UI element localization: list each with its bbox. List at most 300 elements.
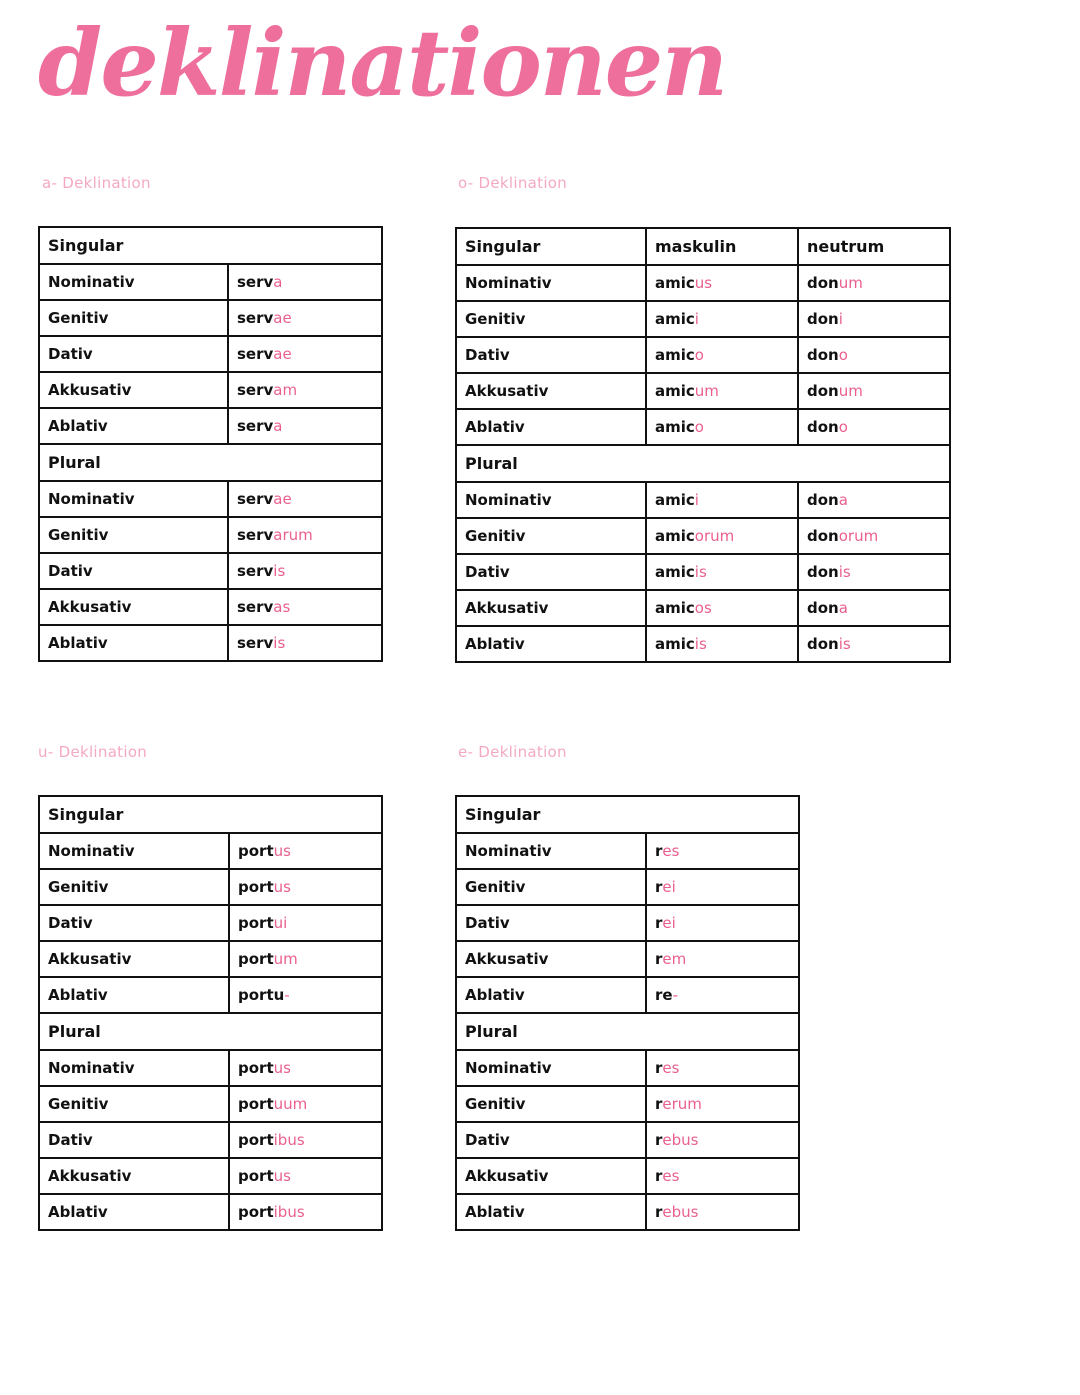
form-cell xyxy=(228,300,382,336)
masculine-header-label: maskulin xyxy=(655,237,737,256)
table-row xyxy=(456,373,950,409)
case-name: Akkusativ xyxy=(465,950,549,968)
word-ending: ibus xyxy=(273,1203,305,1221)
table-row xyxy=(456,590,950,626)
form-cell xyxy=(229,1086,382,1122)
table-row xyxy=(39,481,382,517)
case-name: Dativ xyxy=(465,563,510,581)
case-name: Nominativ xyxy=(48,273,135,291)
word-ending: arum xyxy=(273,526,313,544)
case-cell xyxy=(39,408,228,444)
case-name: Genitiv xyxy=(465,878,526,896)
word-stem: serv xyxy=(237,634,274,652)
case-name: Dativ xyxy=(465,346,510,364)
word-stem: r xyxy=(655,1131,663,1149)
word-ending: a xyxy=(838,599,848,617)
case-name: Genitiv xyxy=(48,878,109,896)
u-declension-table xyxy=(38,795,383,1231)
form-cell xyxy=(646,941,799,977)
word-stem: serv xyxy=(237,309,274,327)
case-cell xyxy=(39,372,228,408)
form-cell xyxy=(646,1050,799,1086)
case-name: Nominativ xyxy=(48,1059,135,1077)
singular-header-cell xyxy=(39,796,382,833)
table-row xyxy=(456,977,799,1013)
case-cell xyxy=(456,337,646,373)
case-name: Ablativ xyxy=(48,634,108,652)
word-stem: don xyxy=(807,563,839,581)
word-stem: serv xyxy=(237,526,274,544)
case-cell xyxy=(456,833,646,869)
table-row xyxy=(39,1158,382,1194)
case-name: Akkusativ xyxy=(465,599,549,617)
case-cell xyxy=(456,373,646,409)
singular-header-label: Singular xyxy=(48,805,124,824)
singular-header-cell xyxy=(456,228,646,265)
e-declension-table xyxy=(455,795,800,1231)
word-ending: os xyxy=(694,599,712,617)
neuter-header-cell xyxy=(798,228,950,265)
word-ending: o xyxy=(694,418,704,436)
table-row xyxy=(39,905,382,941)
word-stem: serv xyxy=(237,598,274,616)
case-cell xyxy=(456,1194,646,1230)
table-row xyxy=(39,869,382,905)
case-cell xyxy=(456,482,646,518)
word-stem: serv xyxy=(237,345,274,363)
table-row xyxy=(39,1122,382,1158)
plural-header xyxy=(39,444,382,481)
word-ending: a xyxy=(838,491,848,509)
masculine-form-cell xyxy=(646,482,798,518)
case-cell xyxy=(39,977,229,1013)
singular-header xyxy=(39,227,382,264)
case-name: Nominativ xyxy=(48,842,135,860)
neuter-form-cell xyxy=(798,373,950,409)
form-cell xyxy=(228,625,382,661)
word-stem: r xyxy=(655,1095,663,1113)
case-cell xyxy=(456,1086,646,1122)
case-name: Akkusativ xyxy=(48,1167,132,1185)
word-stem: port xyxy=(238,1131,274,1149)
word-stem: port xyxy=(238,878,274,896)
masculine-form-cell xyxy=(646,626,798,662)
case-cell xyxy=(39,1086,229,1122)
word-stem: amic xyxy=(655,491,695,509)
case-name: Ablativ xyxy=(48,986,108,1004)
table-row xyxy=(39,977,382,1013)
case-cell xyxy=(39,336,228,372)
case-cell xyxy=(456,518,646,554)
case-name: Nominativ xyxy=(465,1059,552,1077)
case-cell xyxy=(39,1050,229,1086)
form-cell xyxy=(229,869,382,905)
case-cell xyxy=(39,905,229,941)
word-stem: portu xyxy=(238,986,285,1004)
word-stem: port xyxy=(238,1167,274,1185)
masculine-header-cell xyxy=(646,228,798,265)
word-ending: ebus xyxy=(662,1203,699,1221)
word-stem: port xyxy=(238,950,274,968)
form-cell xyxy=(646,1086,799,1122)
case-cell xyxy=(456,977,646,1013)
word-ending: is xyxy=(273,562,286,580)
case-name: Genitiv xyxy=(465,1095,526,1113)
plural-header-cell xyxy=(39,444,382,481)
table-row xyxy=(456,409,950,445)
table-row xyxy=(39,1050,382,1086)
word-ending: erum xyxy=(662,1095,702,1113)
word-stem: don xyxy=(807,635,839,653)
table-row xyxy=(456,1050,799,1086)
form-cell xyxy=(229,1158,382,1194)
table-row xyxy=(39,1194,382,1230)
word-ending: o xyxy=(838,418,848,436)
word-stem: amic xyxy=(655,346,695,364)
word-ending: us xyxy=(694,274,713,292)
word-ending: um xyxy=(838,382,863,400)
case-cell xyxy=(39,517,228,553)
masculine-form-cell xyxy=(646,337,798,373)
form-cell xyxy=(229,941,382,977)
case-name: Nominativ xyxy=(465,274,552,292)
case-name: Dativ xyxy=(465,1131,510,1149)
neuter-form-cell xyxy=(798,554,950,590)
word-ending: es xyxy=(662,842,680,860)
masculine-form-cell xyxy=(646,409,798,445)
word-ending: ibus xyxy=(273,1131,305,1149)
word-stem: amic xyxy=(655,527,695,545)
table-row xyxy=(39,1086,382,1122)
table-row xyxy=(456,337,950,373)
singular-header-cell xyxy=(39,227,382,264)
word-stem: r xyxy=(655,914,663,932)
table-row xyxy=(39,300,382,336)
word-ending: um xyxy=(273,950,298,968)
case-cell xyxy=(39,1122,229,1158)
o-declension-table xyxy=(455,227,951,663)
word-stem: port xyxy=(238,1095,274,1113)
case-name: Akkusativ xyxy=(465,382,549,400)
table-row xyxy=(456,518,950,554)
table-row xyxy=(456,1122,799,1158)
word-ending: ae xyxy=(273,345,292,363)
case-name: Ablativ xyxy=(465,1203,525,1221)
form-cell xyxy=(646,1158,799,1194)
singular-header xyxy=(39,796,382,833)
form-cell xyxy=(229,833,382,869)
table-row xyxy=(456,1086,799,1122)
word-stem: don xyxy=(807,491,839,509)
table-row xyxy=(39,589,382,625)
word-ending: ui xyxy=(273,914,288,932)
plural-header-label: Plural xyxy=(48,453,101,472)
table-row xyxy=(456,869,799,905)
word-ending: us xyxy=(273,1059,291,1077)
form-cell xyxy=(646,905,799,941)
word-stem: re xyxy=(655,986,673,1004)
e-declension-label: e- Deklination xyxy=(458,743,567,761)
plural-header xyxy=(39,1013,382,1050)
neuter-form-cell xyxy=(798,265,950,301)
case-name: Dativ xyxy=(48,345,93,363)
word-stem: r xyxy=(655,878,663,896)
word-stem: r xyxy=(655,950,663,968)
plural-header xyxy=(456,445,950,482)
case-name: Ablativ xyxy=(48,1203,108,1221)
form-cell xyxy=(229,1194,382,1230)
plural-header-label: Plural xyxy=(48,1022,101,1041)
case-cell xyxy=(456,626,646,662)
form-cell xyxy=(228,553,382,589)
neuter-form-cell xyxy=(798,590,950,626)
neuter-form-cell xyxy=(798,337,950,373)
table-row xyxy=(456,1194,799,1230)
case-cell xyxy=(39,481,228,517)
table-row xyxy=(456,554,950,590)
word-ending: us xyxy=(273,878,291,896)
singular-header-label: Singular xyxy=(465,237,541,256)
word-stem: r xyxy=(655,1059,663,1077)
case-name: Genitiv xyxy=(48,526,109,544)
word-stem: r xyxy=(655,1203,663,1221)
form-cell xyxy=(229,1050,382,1086)
word-stem: port xyxy=(238,914,274,932)
word-stem: don xyxy=(807,346,839,364)
a-declension-table xyxy=(38,226,383,662)
masculine-form-cell xyxy=(646,590,798,626)
word-ending: - xyxy=(284,986,290,1004)
table-row xyxy=(456,905,799,941)
plural-header-cell xyxy=(39,1013,382,1050)
case-name: Genitiv xyxy=(48,309,109,327)
word-ending: em xyxy=(662,950,687,968)
masculine-form-cell xyxy=(646,554,798,590)
case-cell xyxy=(39,300,228,336)
word-stem: port xyxy=(238,842,274,860)
case-cell xyxy=(456,554,646,590)
form-cell xyxy=(229,977,382,1013)
word-ending: is xyxy=(694,563,707,581)
word-ending: a xyxy=(273,273,283,291)
form-cell xyxy=(646,1122,799,1158)
form-cell xyxy=(646,869,799,905)
table-row xyxy=(39,941,382,977)
a-declension-label: a- Deklination xyxy=(42,174,151,192)
word-stem: r xyxy=(655,1167,663,1185)
word-ending: us xyxy=(273,1167,291,1185)
word-ending: is xyxy=(694,635,707,653)
case-cell xyxy=(39,833,229,869)
case-cell xyxy=(456,409,646,445)
form-cell xyxy=(228,517,382,553)
word-stem: serv xyxy=(237,417,274,435)
table-row xyxy=(456,626,950,662)
word-stem: don xyxy=(807,274,839,292)
singular-header xyxy=(456,228,950,265)
word-ending: i xyxy=(694,491,699,509)
masculine-form-cell xyxy=(646,373,798,409)
word-stem: r xyxy=(655,842,663,860)
case-cell xyxy=(456,1122,646,1158)
table-row xyxy=(39,517,382,553)
plural-header-cell xyxy=(456,1013,799,1050)
plural-header xyxy=(456,1013,799,1050)
word-stem: amic xyxy=(655,274,695,292)
case-name: Akkusativ xyxy=(48,950,132,968)
masculine-form-cell xyxy=(646,301,798,337)
word-ending: ei xyxy=(662,878,676,896)
case-cell xyxy=(39,941,229,977)
word-ending: ae xyxy=(273,309,292,327)
word-ending: is xyxy=(273,634,286,652)
word-stem: serv xyxy=(237,490,274,508)
plural-header-cell xyxy=(456,445,950,482)
case-name: Dativ xyxy=(48,914,93,932)
word-stem: don xyxy=(807,310,839,328)
u-declension-label: u- Deklination xyxy=(38,743,148,761)
word-stem: amic xyxy=(655,418,695,436)
case-cell xyxy=(456,1050,646,1086)
table-row xyxy=(456,301,950,337)
word-stem: serv xyxy=(237,273,274,291)
form-cell xyxy=(228,264,382,300)
word-ending: o xyxy=(838,346,848,364)
word-stem: port xyxy=(238,1059,274,1077)
word-ending: is xyxy=(838,635,851,653)
word-ending: um xyxy=(694,382,719,400)
word-ending: as xyxy=(273,598,291,616)
masculine-form-cell xyxy=(646,518,798,554)
table-row xyxy=(39,264,382,300)
o-declension-label: o- Deklination xyxy=(458,174,568,192)
case-cell xyxy=(456,1158,646,1194)
case-cell xyxy=(456,905,646,941)
word-ending: us xyxy=(273,842,291,860)
neuter-form-cell xyxy=(798,518,950,554)
form-cell xyxy=(228,408,382,444)
word-ending: ebus xyxy=(662,1131,699,1149)
singular-header-label: Singular xyxy=(465,805,541,824)
form-cell xyxy=(228,372,382,408)
case-name: Akkusativ xyxy=(48,381,132,399)
case-name: Dativ xyxy=(48,562,93,580)
case-cell xyxy=(456,590,646,626)
word-ending: orum xyxy=(694,527,735,545)
case-cell xyxy=(456,301,646,337)
word-stem: port xyxy=(238,1203,274,1221)
case-name: Genitiv xyxy=(48,1095,109,1113)
word-stem: serv xyxy=(237,381,274,399)
case-name: Genitiv xyxy=(465,310,526,328)
page-title: deklinationen xyxy=(38,9,727,117)
case-cell xyxy=(39,1158,229,1194)
word-ending: es xyxy=(662,1167,680,1185)
table-row xyxy=(39,553,382,589)
word-ending: orum xyxy=(838,527,879,545)
word-stem: amic xyxy=(655,310,695,328)
case-cell xyxy=(39,589,228,625)
plural-header-label: Plural xyxy=(465,1022,518,1041)
table-row xyxy=(456,833,799,869)
neuter-form-cell xyxy=(798,409,950,445)
table-row xyxy=(456,1158,799,1194)
form-cell xyxy=(228,589,382,625)
case-name: Nominativ xyxy=(465,491,552,509)
table-row xyxy=(456,941,799,977)
table-row xyxy=(39,625,382,661)
case-name: Nominativ xyxy=(465,842,552,860)
case-cell xyxy=(456,869,646,905)
form-cell xyxy=(229,1122,382,1158)
case-name: Dativ xyxy=(465,914,510,932)
neuter-form-cell xyxy=(798,482,950,518)
table-row xyxy=(39,408,382,444)
case-cell xyxy=(39,1194,229,1230)
plural-header-label: Plural xyxy=(465,454,518,473)
word-stem: don xyxy=(807,527,839,545)
word-ending: ei xyxy=(662,914,676,932)
word-ending: o xyxy=(694,346,704,364)
word-ending: es xyxy=(662,1059,680,1077)
table-row xyxy=(39,833,382,869)
singular-header xyxy=(456,796,799,833)
case-cell xyxy=(39,869,229,905)
word-ending: - xyxy=(672,986,678,1004)
case-name: Ablativ xyxy=(465,635,525,653)
word-stem: amic xyxy=(655,382,695,400)
word-stem: don xyxy=(807,382,839,400)
form-cell xyxy=(229,905,382,941)
form-cell xyxy=(228,336,382,372)
table-row xyxy=(39,336,382,372)
case-name: Ablativ xyxy=(465,418,525,436)
case-name: Dativ xyxy=(48,1131,93,1149)
case-cell xyxy=(39,625,228,661)
form-cell xyxy=(228,481,382,517)
word-stem: serv xyxy=(237,562,274,580)
singular-header-label: Singular xyxy=(48,236,124,255)
case-name: Ablativ xyxy=(48,417,108,435)
masculine-form-cell xyxy=(646,265,798,301)
form-cell xyxy=(646,1194,799,1230)
word-ending: a xyxy=(273,417,283,435)
word-stem: don xyxy=(807,418,839,436)
form-cell xyxy=(646,833,799,869)
word-ending: i xyxy=(838,310,843,328)
case-name: Nominativ xyxy=(48,490,135,508)
table-row xyxy=(456,482,950,518)
form-cell xyxy=(646,977,799,1013)
word-stem: amic xyxy=(655,599,695,617)
case-cell xyxy=(456,941,646,977)
word-ending: i xyxy=(694,310,699,328)
case-name: Genitiv xyxy=(465,527,526,545)
word-ending: ae xyxy=(273,490,292,508)
neuter-form-cell xyxy=(798,626,950,662)
word-stem: amic xyxy=(655,635,695,653)
word-ending: is xyxy=(838,563,851,581)
case-cell xyxy=(39,553,228,589)
word-stem: don xyxy=(807,599,839,617)
word-ending: uum xyxy=(273,1095,308,1113)
table-row xyxy=(39,372,382,408)
neuter-header-label: neutrum xyxy=(807,237,885,256)
word-ending: um xyxy=(838,274,863,292)
word-ending: am xyxy=(273,381,298,399)
case-name: Akkusativ xyxy=(465,1167,549,1185)
case-cell xyxy=(39,264,228,300)
